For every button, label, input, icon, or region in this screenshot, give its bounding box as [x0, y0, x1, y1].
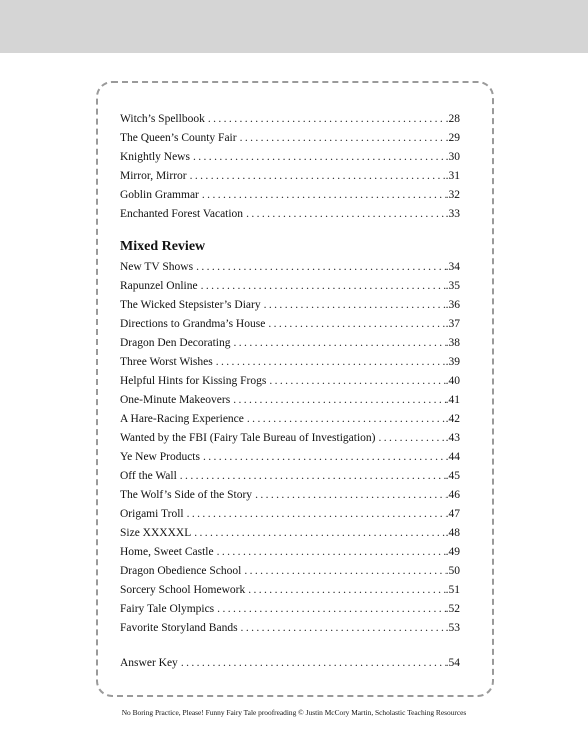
page-number: 37 [448, 318, 460, 330]
toc-entry-title: New TV Shows [120, 261, 194, 273]
page-number: 34 [448, 261, 460, 273]
leader-dots [244, 562, 445, 581]
leader-dots [208, 110, 446, 129]
leader-dots [268, 315, 445, 334]
toc-entry-page: .28 [445, 113, 460, 125]
toc-entry-title: Favorite Storyland Bands [120, 622, 238, 634]
page-number: 30 [448, 151, 460, 163]
page-number: 36 [448, 299, 460, 311]
toc-entry-page: .35 [445, 280, 460, 292]
toc-entry [120, 315, 460, 334]
leader-dots [194, 524, 445, 543]
toc-entry-title: Dragon Obedience School [120, 565, 242, 577]
toc-entry-title: Mirror, Mirror [120, 170, 187, 182]
leader-dots [246, 205, 446, 224]
toc-entry [120, 205, 460, 224]
page-number: 39 [448, 356, 460, 368]
header-band [0, 0, 588, 53]
toc-entry-page: .51 [445, 584, 460, 596]
toc-entry-page: .48 [445, 527, 460, 539]
page-number: 31 [448, 170, 460, 182]
toc-entry-title: Enchanted Forest Vacation [120, 208, 244, 220]
toc-entry-page: .31 [445, 170, 460, 182]
toc-entry-title: Size XXXXXL [120, 527, 192, 539]
toc-entry-page: .53 [445, 622, 460, 634]
page-number: 38 [448, 337, 460, 349]
toc-entry-page: .50 [445, 565, 460, 577]
leader-dots [217, 543, 446, 562]
page-number: 49 [448, 546, 460, 558]
leader-dots [202, 186, 446, 205]
toc-entry-page: .47 [445, 508, 460, 520]
leader-dots [193, 148, 446, 167]
toc-entry-page: .41 [445, 394, 460, 406]
toc-entry-title: Directions to Grandma’s House [120, 318, 266, 330]
toc-entry [120, 167, 460, 186]
toc-entry-answer-key [120, 654, 460, 673]
page-number: 29 [448, 132, 460, 144]
toc-entry [120, 543, 460, 562]
leader-dots [216, 353, 446, 372]
toc-entry-title: Rapunzel Online [120, 280, 198, 292]
page-number: 45 [448, 470, 460, 482]
toc-entry-title: Home, Sweet Castle [120, 546, 214, 558]
page-number: 48 [448, 527, 460, 539]
toc-entry-title: Sorcery School Homework [120, 584, 246, 596]
leader-dots [180, 467, 446, 486]
toc-entry-title: Off the Wall [120, 470, 177, 482]
toc-entry-page: .40 [445, 375, 460, 387]
toc-entry-title: Ye New Products [120, 451, 200, 463]
page-number: 53 [448, 622, 460, 634]
toc-entry [120, 277, 460, 296]
toc-entry-title: Origami Troll [120, 508, 184, 520]
toc-entry [120, 600, 460, 619]
leader-dots [187, 505, 446, 524]
toc-entry-title: The Queen’s County Fair [120, 132, 237, 144]
toc-entry-title: Helpful Hints for Kissing Frogs [120, 375, 267, 387]
table-of-contents [120, 110, 460, 673]
leader-dots [190, 167, 446, 186]
toc-entry-page: .29 [445, 132, 460, 144]
leader-dots [264, 296, 446, 315]
toc-entry [120, 258, 460, 277]
page-number: 41 [448, 394, 460, 406]
leader-dots [217, 600, 445, 619]
page-number: 47 [448, 508, 460, 520]
toc-entry [120, 334, 460, 353]
toc-entry [120, 562, 460, 581]
toc-entry [120, 619, 460, 638]
toc-entry [120, 486, 460, 505]
toc-entry [120, 410, 460, 429]
leader-dots [378, 429, 445, 448]
page-number: 40 [448, 375, 460, 387]
toc-entry-title: The Wicked Stepsister’s Diary [120, 299, 261, 311]
toc-entry [120, 372, 460, 391]
toc-entry [120, 505, 460, 524]
page-number: 43 [448, 432, 460, 444]
toc-entry [120, 353, 460, 372]
toc-entry-title: Fairy Tale Olympics [120, 603, 215, 615]
leader-dots [255, 486, 446, 505]
toc-entry [120, 581, 460, 600]
toc-entry-page: .38 [445, 337, 460, 349]
page-number: 28 [448, 113, 460, 125]
toc-entry-title: Three Worst Wishes [120, 356, 213, 368]
toc-entry-title: A Hare-Racing Experience [120, 413, 244, 425]
page-number: 33 [448, 208, 460, 220]
toc-entry-page: .54 [445, 657, 460, 669]
toc-entry-page: .45 [445, 470, 460, 482]
toc-entry [120, 186, 460, 205]
leader-dots [247, 410, 446, 429]
page-number: 35 [448, 280, 460, 292]
toc-entry-page: .33 [445, 208, 460, 220]
page-number: 46 [448, 489, 460, 501]
toc-entry-title: One-Minute Makeovers [120, 394, 231, 406]
toc-entry-title: Goblin Grammar [120, 189, 199, 201]
toc-entry [120, 296, 460, 315]
footer-credit: No Boring Practice, Please! Funny Fairy Tale proofreading © Justin McCory Martin, Scholastic Teaching Resources [121, 708, 467, 717]
page-number: 44 [448, 451, 460, 463]
toc-group-1 [120, 110, 460, 224]
toc-entry-page: .32 [445, 189, 460, 201]
leader-dots [240, 129, 446, 148]
toc-entry [120, 391, 460, 410]
toc-entry [120, 467, 460, 486]
toc-entry-page: .42 [445, 413, 460, 425]
leader-dots [201, 277, 446, 296]
toc-entry-title: Knightly News [120, 151, 190, 163]
leader-dots [234, 334, 446, 353]
page-number: 54 [448, 657, 460, 669]
leader-dots [196, 258, 446, 277]
toc-entry-page: .30 [445, 151, 460, 163]
toc-entry-page: .43 [445, 432, 460, 444]
page-number: 51 [448, 584, 460, 596]
leader-dots [181, 654, 446, 673]
toc-entry-page: .52 [445, 603, 460, 615]
leader-dots [248, 581, 445, 600]
toc-entry-page: .44 [445, 451, 460, 463]
toc-entry-page: .34 [445, 261, 460, 273]
toc-entry-page: .37 [445, 318, 460, 330]
toc-entry-page: .39 [445, 356, 460, 368]
toc-entry-title: Wanted by the FBI (Fairy Tale Bureau of Investigation) [120, 432, 376, 444]
toc-entry-title: Answer Key [120, 657, 178, 669]
page-number: 50 [448, 565, 460, 577]
toc-entry-title: Dragon Den Decorating [120, 337, 231, 349]
toc-entry-page: .36 [445, 299, 460, 311]
page-number: 52 [448, 603, 460, 615]
page-number: 42 [448, 413, 460, 425]
page-number: 32 [448, 189, 460, 201]
toc-entry [120, 524, 460, 543]
toc-entry-title: The Wolf’s Side of the Story [120, 489, 253, 501]
leader-dots [233, 391, 445, 410]
toc-entry [120, 429, 460, 448]
leader-dots [241, 619, 446, 638]
toc-entry [120, 448, 460, 467]
toc-entry [120, 129, 460, 148]
toc-group-mixed-review [120, 258, 460, 638]
toc-entry [120, 148, 460, 167]
toc-entry-title: Witch’s Spellbook [120, 113, 205, 125]
section-heading: Mixed Review [120, 239, 206, 254]
toc-entry-page: .46 [445, 489, 460, 501]
toc-entry [120, 110, 460, 129]
leader-dots [269, 372, 445, 391]
toc-entry-page: .49 [445, 546, 460, 558]
leader-dots [203, 448, 446, 467]
